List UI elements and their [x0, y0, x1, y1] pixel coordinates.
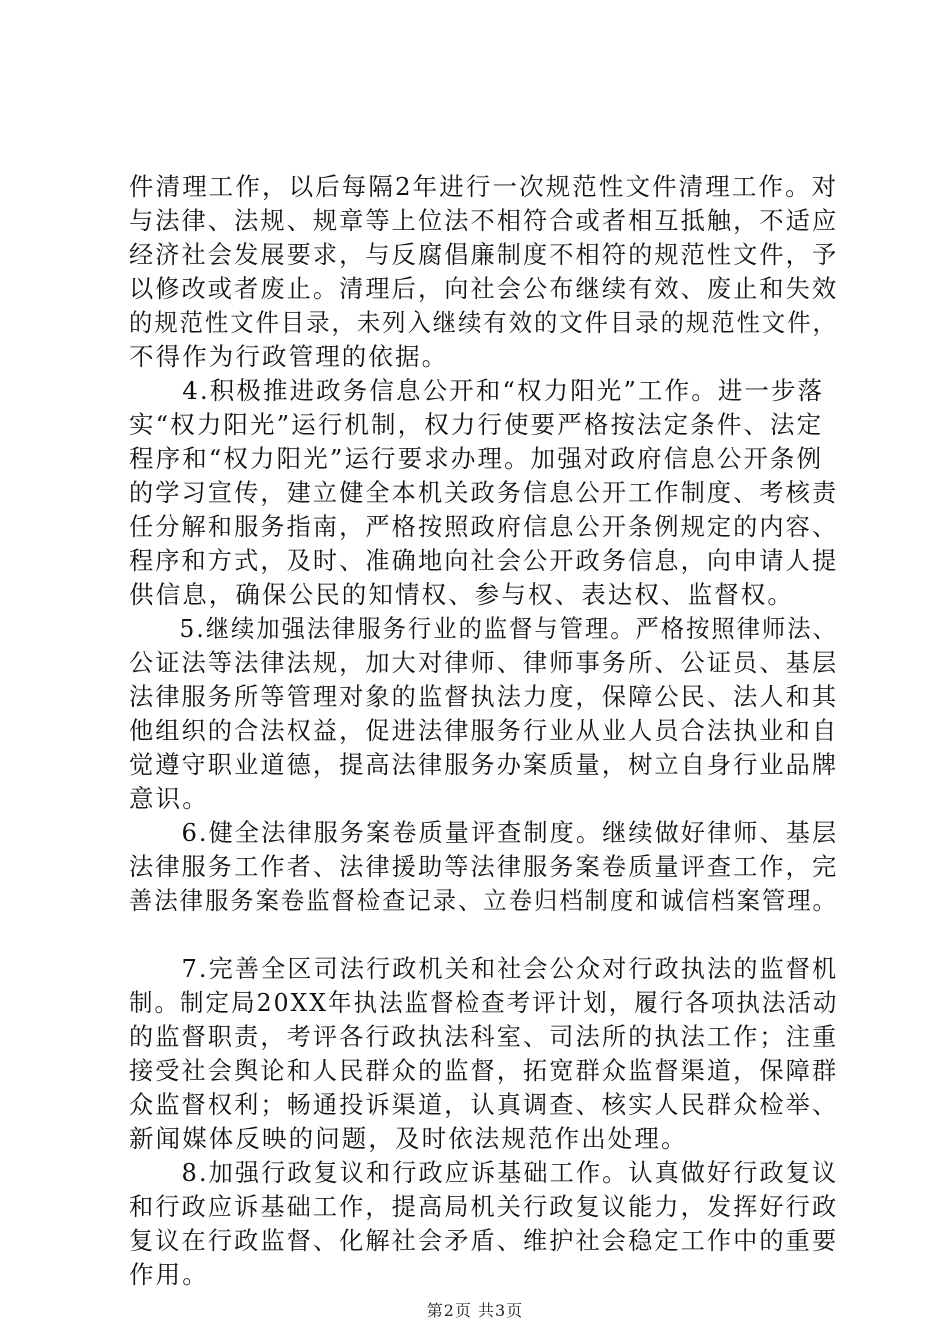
text-line: 5.继续加强法律服务行业的监督与管理。严格按照律师法、 — [129, 614, 838, 643]
text-line: 的监督职责，考评各行政执法科室、司法所的执法工作；注重 — [129, 1022, 839, 1051]
text-line: 觉遵守职业道德，提高法律服务办案质量，树立自身行业品牌 — [129, 750, 839, 779]
text-line: 制。制定局20XX年执法监督检查考评计划，履行各项执法活动 — [129, 988, 839, 1017]
text-line: 任分解和服务指南，严格按照政府信息公开条例规定的内容、 — [129, 512, 839, 541]
text-line: 法律服务工作者、法律援助等法律服务案卷质量评查工作，完 — [129, 852, 839, 881]
text-line: 新闻媒体反映的问题，及时依法规范作出处理。 — [129, 1124, 688, 1153]
text-line: 接受社会舆论和人民群众的监督，拓宽群众监督渠道，保障群 — [129, 1056, 839, 1085]
text-line: 不得作为行政管理的依据。 — [129, 342, 449, 371]
text-line: 复议在行政监督、化解社会矛盾、维护社会稳定工作中的重要 — [129, 1226, 839, 1255]
text-line: 8.加强行政复议和行政应诉基础工作。认真做好行政复议 — [129, 1158, 839, 1187]
text-line: 4.积极推进政务信息公开和“权力阳光”工作。进一步落 — [129, 376, 825, 405]
text-line: 供信息，确保公民的知情权、参与权、表达权、监督权。 — [129, 580, 794, 609]
text-line: 作用。 — [129, 1260, 209, 1289]
text-line: 实“权力阳光”运行机制，权力行使要严格按法定条件、法定 — [129, 410, 824, 439]
text-line: 和行政应诉基础工作，提高局机关行政复议能力，发挥好行政 — [129, 1192, 839, 1221]
text-line: 的学习宣传，建立健全本机关政务信息公开工作制度、考核责 — [129, 478, 839, 507]
text-line: 的规范性文件目录，未列入继续有效的文件目录的规范性文件， — [129, 308, 838, 337]
text-line: 他组织的合法权益，促进法律服务行业从业人员合法执业和自 — [129, 716, 839, 745]
page-number-footer: 第2页 共3页 — [426, 1301, 524, 1320]
text-line: 善法律服务案卷监督检查记录、立卷归档制度和诚信档案管理。 — [129, 886, 838, 915]
text-line: 件清理工作，以后每隔2年进行一次规范性文件清理工作。对 — [129, 172, 839, 201]
text-line: 经济社会发展要求，与反腐倡廉制度不相符的规范性文件，予 — [129, 240, 839, 269]
text-line: 6.健全法律服务案卷质量评查制度。继续做好律师、基层 — [129, 818, 839, 847]
text-line: 以修改或者废止。清理后，向社会公布继续有效、废止和失效 — [129, 274, 839, 303]
text-line: 法律服务所等管理对象的监督执法力度，保障公民、法人和其 — [129, 682, 839, 711]
text-line: 7.完善全区司法行政机关和社会公众对行政执法的监督机 — [129, 954, 839, 983]
text-line: 程序和“权力阳光”运行要求办理。加强对政府信息公开条例 — [129, 444, 824, 473]
text-line: 公证法等法律法规，加大对律师、律师事务所、公证员、基层 — [129, 648, 839, 677]
text-line: 意识。 — [129, 784, 209, 813]
text-line: 与法律、法规、规章等上位法不相符合或者相互抵触，不适应 — [129, 206, 839, 235]
text-line: 程序和方式，及时、准确地向社会公开政务信息，向申请人提 — [129, 546, 839, 575]
text-line: 众监督权利；畅通投诉渠道，认真调查、核实人民群众检举、 — [129, 1090, 839, 1119]
